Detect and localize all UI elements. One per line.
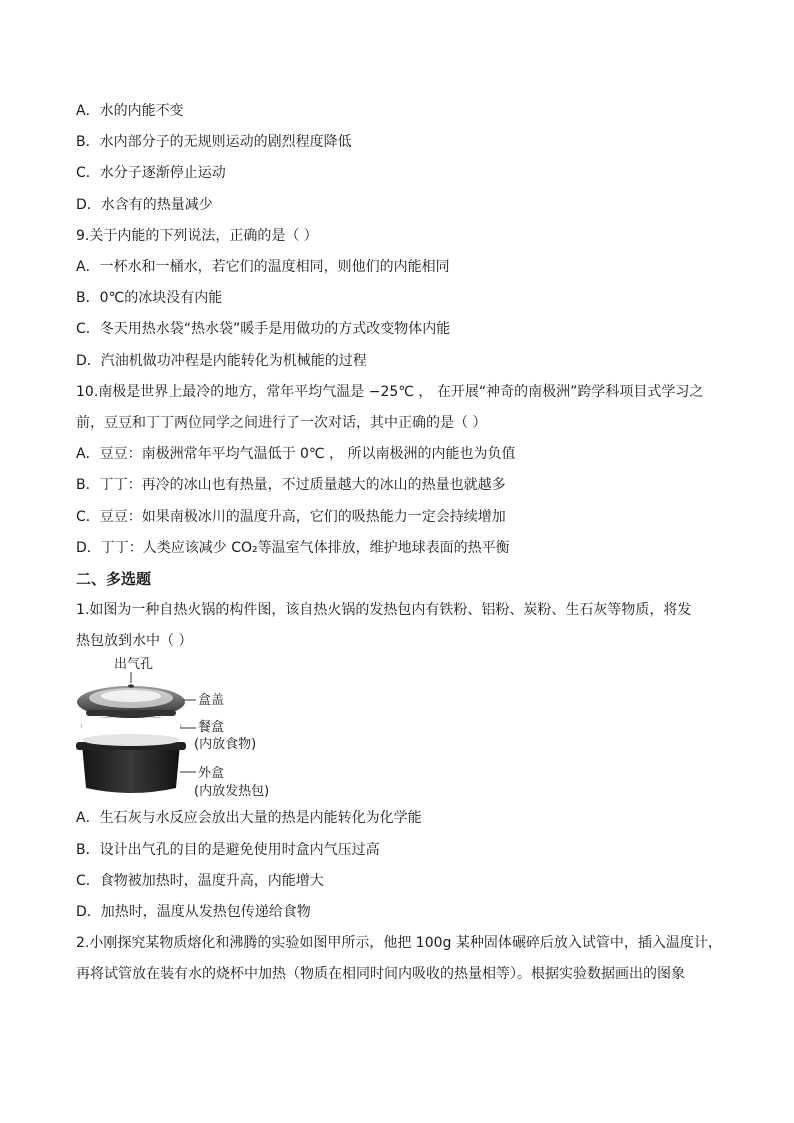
multi-question-1-option-b: B．设计出气孔的目的是避免使用时盒内气压过高	[76, 842, 380, 858]
question-10-stem-line1: 10.南极是世界上最冷的地方，常年平均气温是 −25℃ ， 在开展“神奇的南极洲”跨学科项目式学习之	[76, 384, 704, 400]
inner-box-label: 餐盒	[198, 720, 225, 735]
question-9-option-b: B．0℃的冰块没有内能	[76, 290, 223, 306]
question-9-option-c: C．冬天用热水袋“热水袋”暖手是用做功的方式改变物体内能	[76, 321, 451, 337]
multi-question-2-stem-line1: 2.小刚探究某物质熔化和沸腾的实验如图甲所示，他把 100g 某种固体碾碎后放入试管中，插入温度计，	[76, 935, 722, 951]
option-c: C．水分子逐渐停止运动	[76, 165, 226, 181]
option-b: B．水内部分子的无规则运动的剧烈程度降低	[76, 134, 352, 150]
question-9-option-d: D．汽油机做功冲程是内能转化为机械能的过程	[76, 353, 367, 369]
multi-question-1-stem-line2: 热包放到水中（ ）	[76, 633, 193, 649]
vent-label: 出气孔	[114, 657, 154, 672]
vent-hole	[128, 684, 134, 687]
outer-box-note: (内放发热包)	[194, 784, 270, 799]
question-10-option-a: A．豆豆：南极洲常年平均气温低于 0℃ ， 所以南极洲的内能也为负值	[76, 446, 516, 462]
section-title: 二、多选题	[76, 570, 152, 588]
inner-box-note: (内放食物)	[194, 737, 257, 752]
question-10-option-d: D．丁丁：人类应该减少 CO₂等温室气体排放，维护地球表面的热平衡	[76, 540, 510, 556]
question-10-option-c: C．豆豆：如果南极冰川的温度升高，它们的吸热能力一定会持续增加	[76, 509, 506, 525]
multi-question-2-stem-line2: 再将试管放在装有水的烧杯中加热（物质在相同时间内吸收的热量相等）。根据实验数据画出的图象	[76, 966, 685, 982]
multi-question-1-option-d: D．加热时，温度从发热包传递给食物	[76, 904, 311, 920]
hotpot-illustration	[76, 656, 306, 806]
hotpot-figure	[76, 656, 306, 806]
multi-question-1-stem-line1: 1.如图为一种自热火锅的构件图，该自热火锅的发热包内有铁粉、铝粉、炭粉、生石灰等物质，将发	[76, 602, 692, 618]
multi-question-1-option-c: C．食物被加热时，温度升高，内能增大	[76, 873, 324, 889]
question-9-option-a: A．一杯水和一桶水，若它们的温度相同，则他们的内能相同	[76, 259, 450, 275]
question-10-option-b: B．丁丁：再冷的冰山也有热量，不过质量越大的冰山的热量也就越多	[76, 477, 506, 493]
option-d: D．水含有的热量减少	[76, 197, 213, 213]
lid-label: 盒盖	[198, 693, 225, 708]
question-9-stem: 9.关于内能的下列说法，正确的是（ ）	[76, 228, 318, 244]
multi-question-1-option-a: A．生石灰与水反应会放出大量的热是内能转化为化学能	[76, 810, 422, 826]
outer-box-label: 外盒	[198, 766, 225, 781]
option-a: A．水的内能不变	[76, 103, 184, 119]
question-10-stem-line2: 前，豆豆和丁丁两位同学之间进行了一次对话，其中正确的是（ ）	[76, 415, 487, 431]
